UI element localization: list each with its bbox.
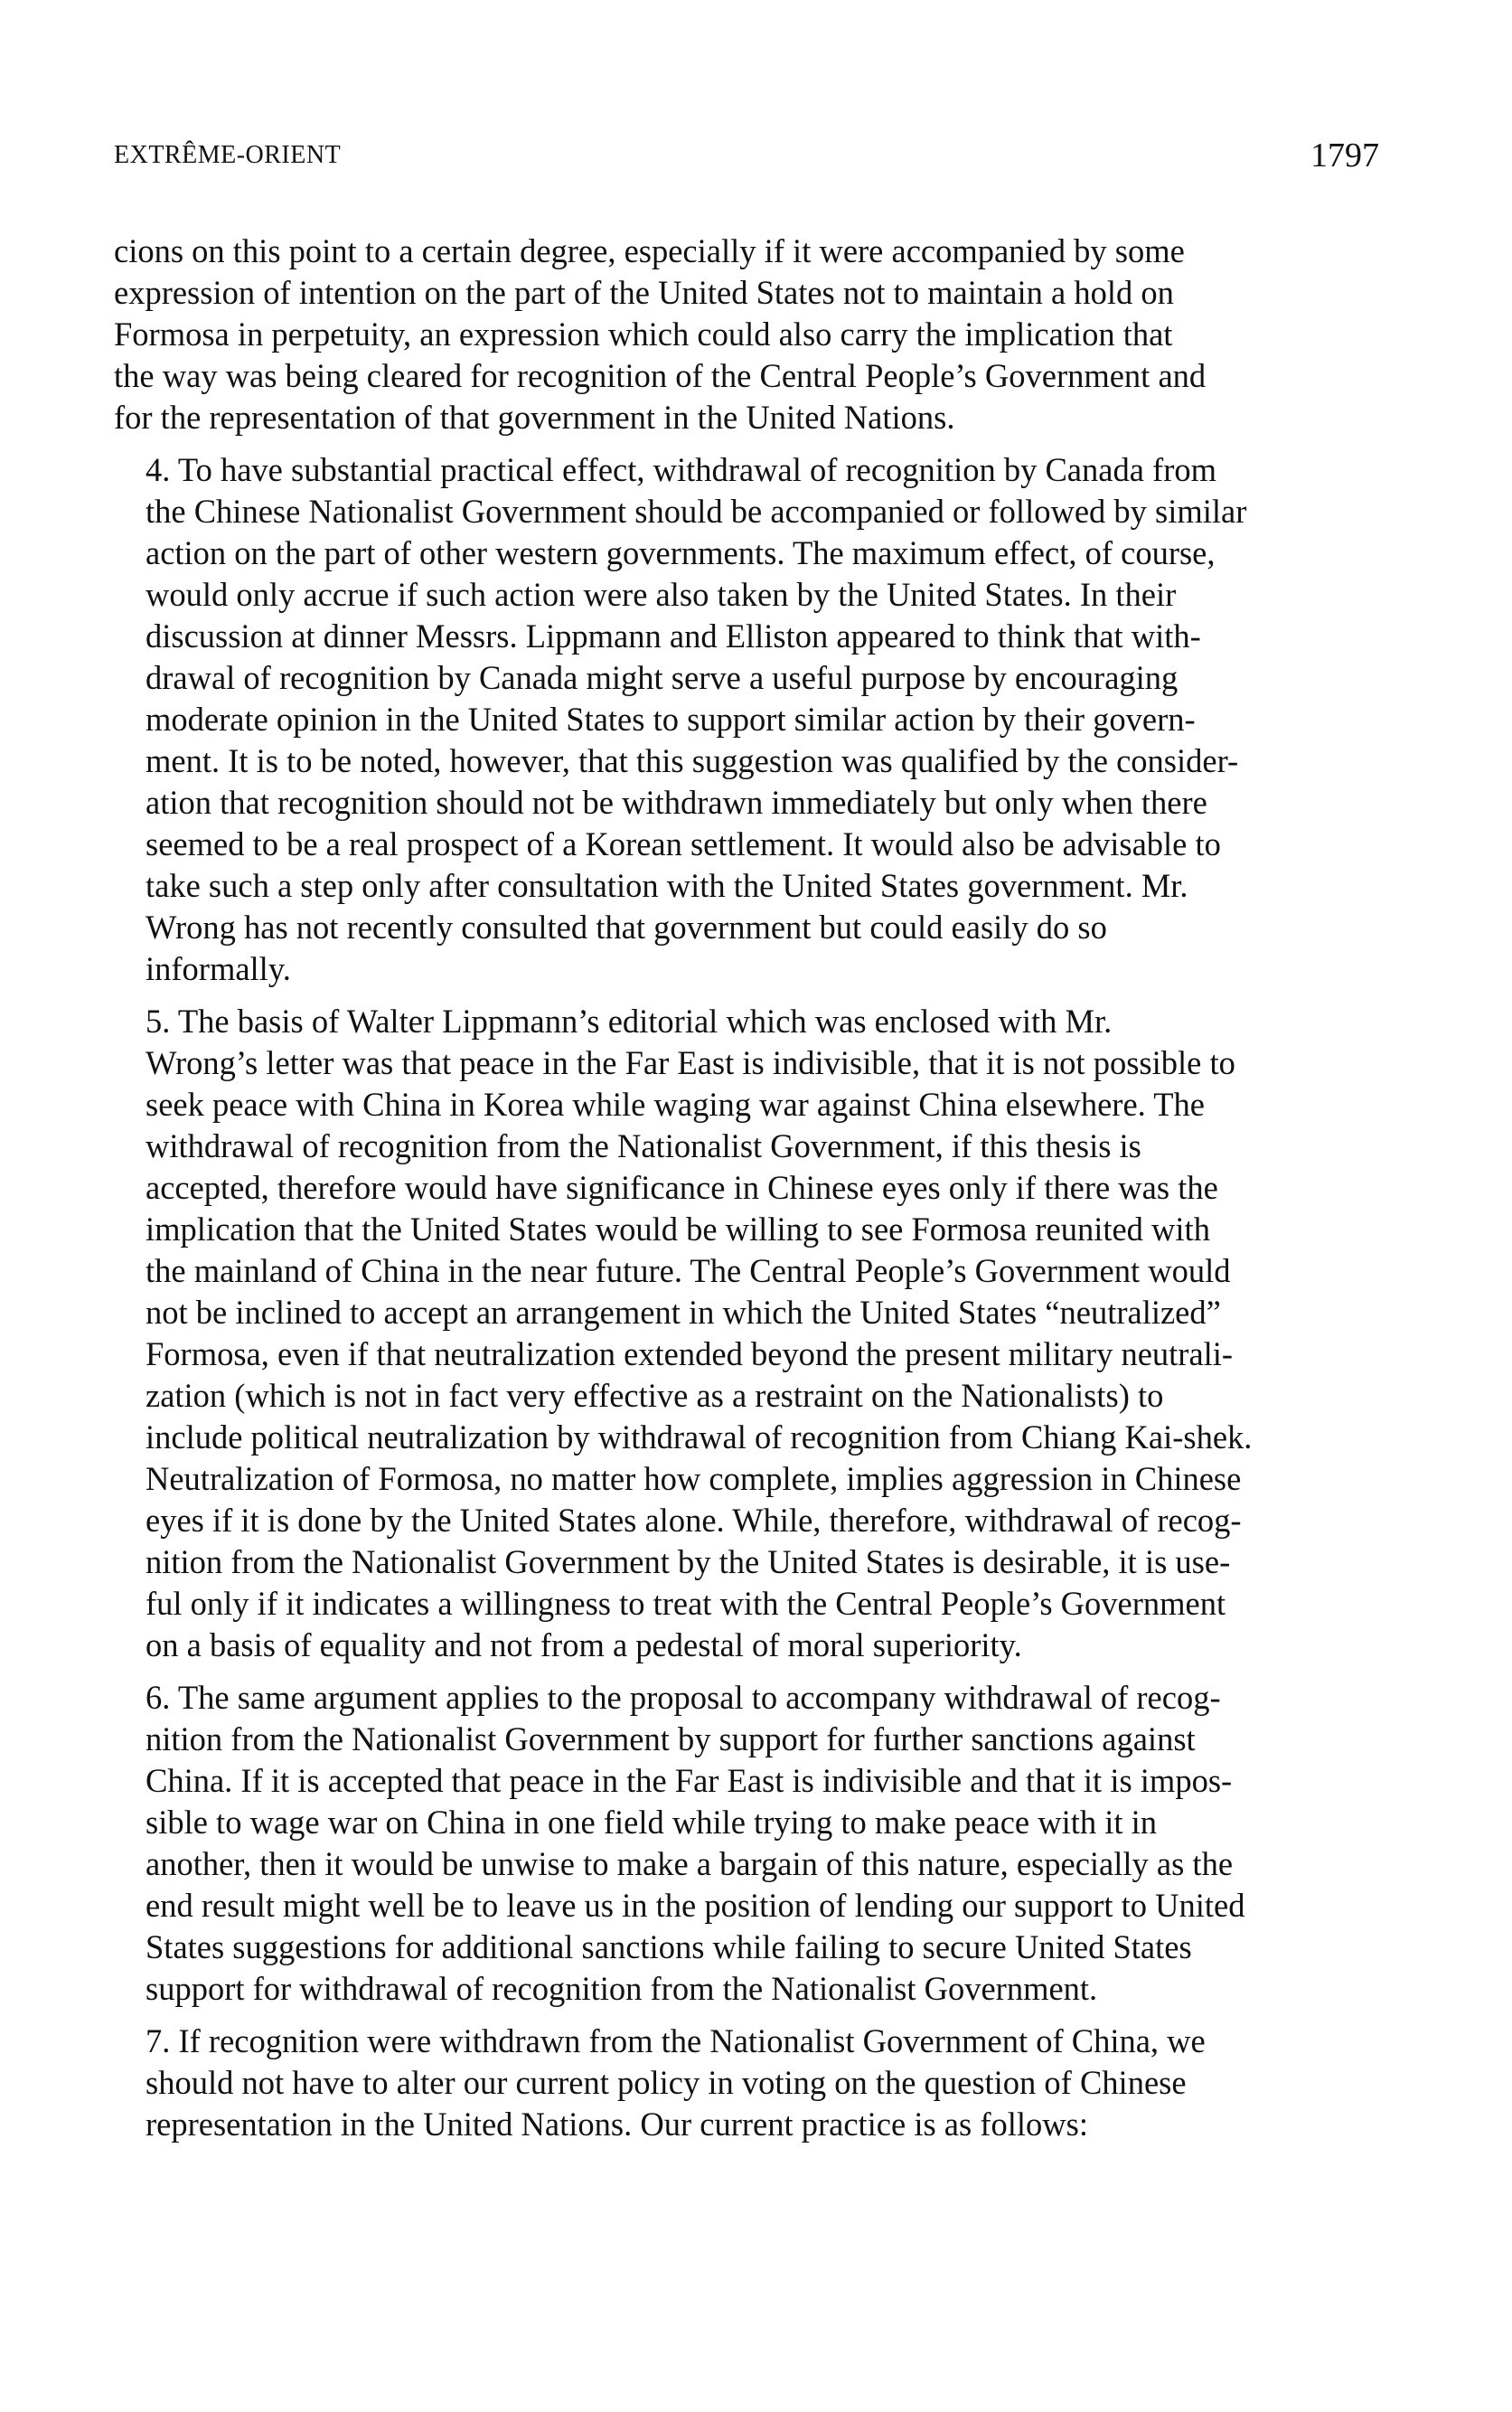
paragraph-continued bbox=[114, 231, 1379, 438]
text-line: ment. It is to be noted, however, that this suggestion was qualified by the consider- bbox=[146, 742, 1239, 779]
text-line: ful only if it indicates a willingness to treat with the Central People’s Government bbox=[146, 1585, 1226, 1622]
text-line: take such a step only after consultation with the United States government. Mr. bbox=[146, 867, 1188, 904]
text-line: informally. bbox=[146, 950, 291, 987]
text-line: Neutralization of Formosa, no matter how complete, implies aggression in Chinese bbox=[146, 1460, 1242, 1497]
paragraph-7 bbox=[114, 2021, 1379, 2145]
text-line: Wrong’s letter was that peace in the Far East is indivisible, that it is not possible to bbox=[146, 1044, 1235, 1081]
text-line: nition from the Nationalist Government by support for further sanctions against bbox=[146, 1720, 1196, 1757]
text-line: 4. To have substantial practical effect, withdrawal of recognition by Canada from bbox=[146, 451, 1216, 488]
text-line: end result might well be to leave us in the position of lending our support to United bbox=[146, 1887, 1245, 1924]
text-line: seek peace with China in Korea while waging war against China elsewhere. The bbox=[146, 1086, 1205, 1123]
text-line: include political neutralization by withdrawal of recognition from Chiang Kai-shek. bbox=[146, 1418, 1253, 1456]
text-line: expression of intention on the part of the United States not to maintain a hold on bbox=[114, 274, 1174, 311]
text-line: 5. The basis of Walter Lippmann’s editorial which was enclosed with Mr. bbox=[146, 1003, 1113, 1040]
text-line: the way was being cleared for recognition of the Central People’s Government and bbox=[114, 357, 1207, 394]
running-title: EXTRÊME-ORIENT bbox=[114, 141, 342, 169]
text-line: the Chinese Nationalist Government should be accompanied or followed by similar bbox=[146, 493, 1247, 530]
text-line: for the representation of that government in the United Nations. bbox=[114, 399, 955, 436]
paragraph-4 bbox=[114, 449, 1379, 990]
text-line: cions on this point to a certain degree, especially if it were accompanied by some bbox=[114, 232, 1185, 269]
text-line: would only accrue if such action were also taken by the United States. In their bbox=[146, 576, 1177, 613]
text-line: Wrong has not recently consulted that government but could easily do so bbox=[146, 909, 1107, 946]
text-line: ation that recognition should not be withdrawn immediately but only when there bbox=[146, 784, 1207, 821]
text-line: States suggestions for additional sanctions while failing to secure United States bbox=[146, 1928, 1192, 1965]
text-line: representation in the United Nations. Our current practice is as follows: bbox=[146, 2106, 1088, 2143]
text-line: nition from the Nationalist Government by the United States is desirable, it is use- bbox=[146, 1543, 1231, 1580]
paragraph-6 bbox=[114, 1677, 1379, 2010]
text-line: accepted, therefore would have significance in Chinese eyes only if there was the bbox=[146, 1169, 1218, 1206]
text-line: seemed to be a real prospect of a Korean settlement. It would also be advisable to bbox=[146, 825, 1221, 862]
text-line: Formosa in perpetuity, an expression which could also carry the implication that bbox=[114, 316, 1173, 353]
text-line: another, then it would be unwise to make a bargain of this nature, especially as the bbox=[146, 1845, 1234, 1882]
text-line: Formosa, even if that neutralization extended beyond the present military neutrali- bbox=[146, 1335, 1234, 1372]
text-line: discussion at dinner Messrs. Lippmann and Elliston appeared to think that with- bbox=[146, 617, 1201, 655]
text-line: the mainland of China in the near future. The Central People’s Government would bbox=[146, 1252, 1231, 1289]
text-line: support for withdrawal of recognition from the Nationalist Government. bbox=[146, 1970, 1098, 2007]
text-line: zation (which is not in fact very effective as a restraint on the Nationalists) to bbox=[146, 1377, 1164, 1414]
text-line: drawal of recognition by Canada might serve a useful purpose by encouraging bbox=[146, 659, 1179, 696]
text-line: implication that the United States would be willing to see Formosa reunited with bbox=[146, 1211, 1210, 1248]
text-line: sible to wage war on China in one field while trying to make peace with it in bbox=[146, 1804, 1158, 1841]
text-line: not be inclined to accept an arrangement in which the United States “neutralized” bbox=[146, 1294, 1221, 1331]
text-line: 7. If recognition were withdrawn from the Nationalist Government of China, we bbox=[146, 2022, 1206, 2059]
page-number: 1797 bbox=[1310, 137, 1379, 174]
body-text bbox=[114, 231, 1379, 2156]
running-head bbox=[114, 136, 1379, 181]
paragraph-5 bbox=[114, 1001, 1379, 1666]
text-line: on a basis of equality and not from a pedestal of moral superiority. bbox=[146, 1626, 1022, 1663]
text-line: withdrawal of recognition from the Nationalist Government, if this thesis is bbox=[146, 1127, 1141, 1164]
text-line: eyes if it is done by the United States alone. While, therefore, withdrawal of recog- bbox=[146, 1502, 1242, 1539]
text-line: should not have to alter our current policy in voting on the question of Chinese bbox=[146, 2064, 1187, 2101]
text-line: 6. The same argument applies to the proposal to accompany withdrawal of recog- bbox=[146, 1679, 1221, 1716]
text-line: moderate opinion in the United States to support similar action by their govern- bbox=[146, 701, 1196, 738]
text-line: China. If it is accepted that peace in the Far East is indivisible and that it is impos- bbox=[146, 1762, 1233, 1799]
text-line: action on the part of other western governments. The maximum effect, of course, bbox=[146, 534, 1216, 571]
